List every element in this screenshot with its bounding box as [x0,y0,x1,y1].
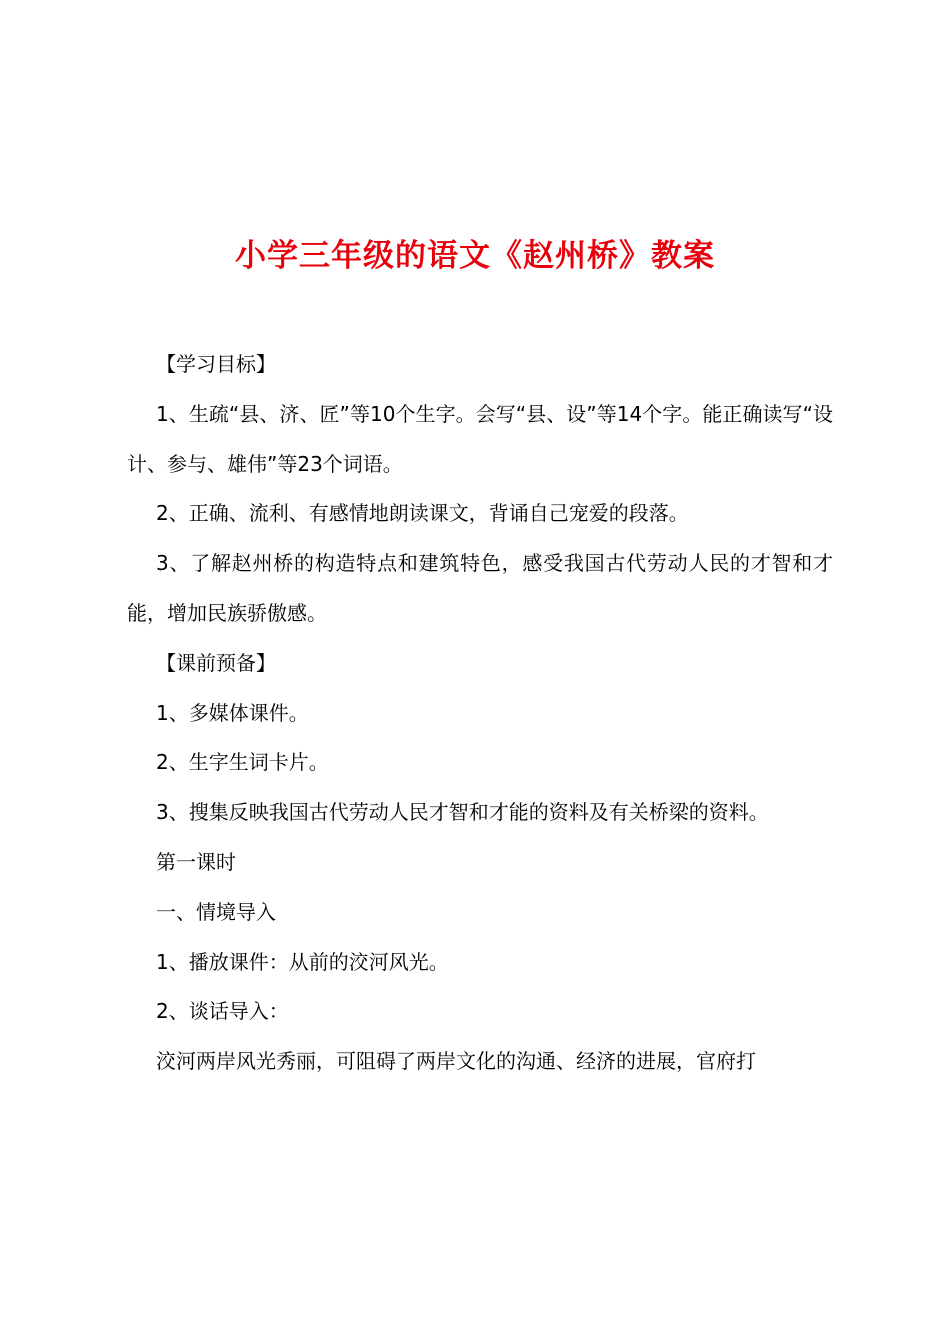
prep-item-2: 2、生字生词卡片。 [156,750,329,775]
section-heading-learning-goals: 【学习目标】 [156,352,276,376]
step-item-2: 2、谈话导入： [156,999,289,1024]
goal-item-1: 1、生疏“县、济、匠”等10个生字。会写“县、设”等14个字。能正确读写“设计、参与、雄伟”等23个词语。 [127,401,833,476]
step-heading-intro: 一、情境导入 [156,899,276,924]
prep-item-3: 3、搜集反映我国古代劳动人民才智和才能的资料及有关桥梁的资料。 [156,800,769,825]
section-heading-preparation: 【课前预备】 [156,650,276,675]
document-title: 小学三年级的语文《赵州桥》教案 [235,237,715,274]
step-item-1: 1、播放课件：从前的洨河风光。 [156,949,449,974]
prep-item-1: 1、多媒体课件。 [156,700,309,725]
goal-item-2: 2、正确、流利、有感情地朗读课文，背诵自己宠爱的段落。 [156,501,689,526]
document-body [127,340,833,1087]
goal-item-3: 3、了解赵州桥的构造特点和建筑特色，感受我国古代劳动人民的才智和才能，增加民族骄傲感。 [127,551,833,625]
body-paragraph: 洨河两岸风光秀丽，可阻碍了两岸文化的沟通、经济的进展，官府打 [156,1049,756,1074]
lesson-heading: 第一课时 [156,849,236,874]
